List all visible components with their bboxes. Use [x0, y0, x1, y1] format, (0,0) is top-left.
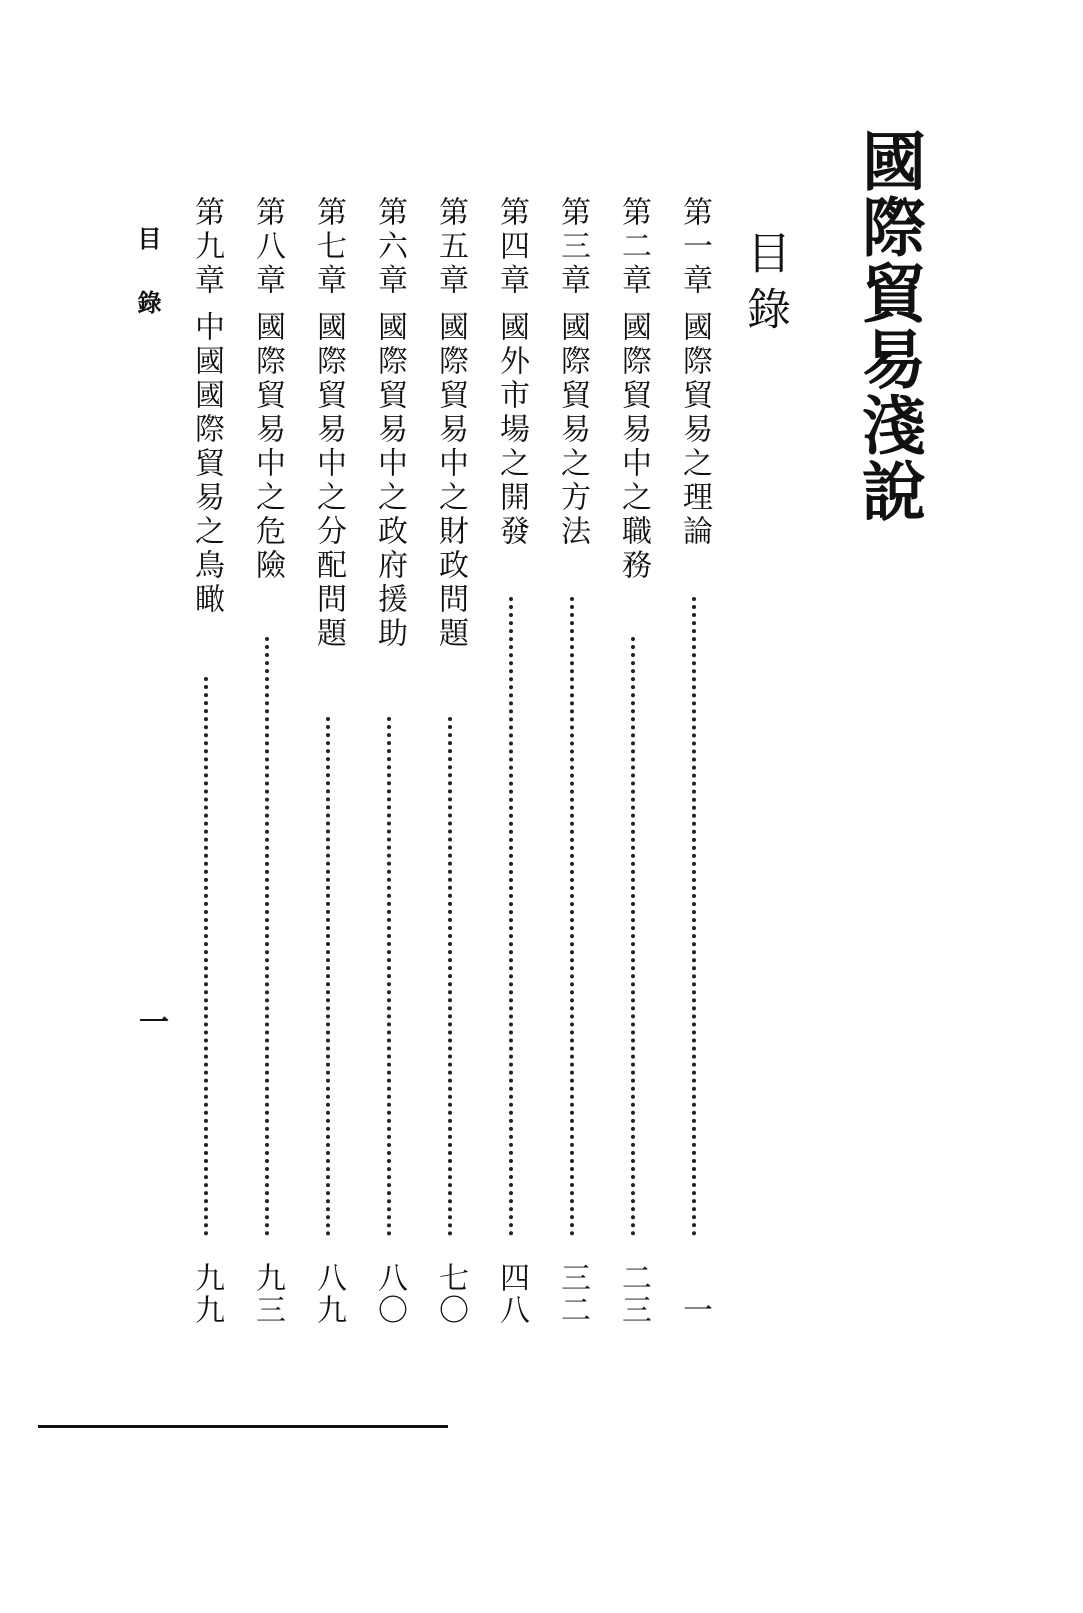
chapter-title: 中國國際貿易之鳥瞰: [189, 311, 224, 617]
dot-leader: [326, 717, 330, 1236]
footer-rule: [38, 1425, 448, 1428]
chapter-label: 第三章: [555, 196, 590, 298]
dot-leader: [204, 677, 208, 1236]
chapter-title: 國際貿易中之職務: [616, 311, 651, 583]
chapter-label: 第二章: [616, 196, 651, 298]
chapter-title: 國際貿易之方法: [555, 311, 590, 549]
dot-leader: [448, 717, 452, 1236]
running-head: 目錄: [133, 226, 162, 354]
chapter-page-number: 四八: [494, 1262, 529, 1326]
dot-leader: [387, 717, 391, 1236]
toc-entry: [245, 196, 289, 1326]
dot-leader: [509, 597, 513, 1236]
chapter-title: 國際貿易之理論: [677, 311, 712, 549]
chapter-label: 第六章: [372, 196, 407, 298]
toc-entry: [306, 196, 350, 1326]
dot-leader: [692, 597, 696, 1236]
chapter-page-number: 八九: [311, 1262, 346, 1326]
toc-heading: 目錄: [739, 230, 790, 342]
dot-leader: [570, 597, 574, 1236]
toc-entry: [489, 196, 533, 1326]
chapter-page-number: 八〇: [372, 1262, 407, 1326]
chapter-label: 第七章: [311, 196, 346, 298]
page-number: 一: [133, 1006, 168, 1036]
chapter-label: 第一章: [677, 196, 712, 298]
toc-entry: [672, 196, 716, 1326]
chapter-title: 國際貿易中之分配問題: [311, 311, 346, 651]
chapter-label: 第五章: [433, 196, 468, 298]
chapter-page-number: 三二: [555, 1262, 590, 1326]
toc-entry: [428, 196, 472, 1326]
chapter-title: 國際貿易中之財政問題: [433, 311, 468, 651]
book-title: 國際貿易淺說: [851, 128, 926, 524]
dot-leader: [265, 637, 269, 1236]
toc-entry: [367, 196, 411, 1326]
chapter-title: 國外市場之開發: [494, 311, 529, 549]
toc-entry: [611, 196, 655, 1326]
chapter-page-number: 九九: [189, 1262, 224, 1326]
chapter-title: 國際貿易中之危險: [250, 311, 285, 583]
chapter-label: 第八章: [250, 196, 285, 298]
toc-entry: [550, 196, 594, 1326]
dot-leader: [631, 637, 635, 1236]
chapter-label: 第四章: [494, 196, 529, 298]
chapter-page-number: 一: [677, 1294, 712, 1326]
chapter-title: 國際貿易中之政府援助: [372, 311, 407, 651]
chapter-page-number: 九三: [250, 1262, 285, 1326]
chapter-label: 第九章: [189, 196, 224, 298]
chapter-page-number: 七〇: [433, 1262, 468, 1326]
toc-entry: [184, 196, 228, 1326]
chapter-page-number: 二三: [616, 1262, 651, 1326]
